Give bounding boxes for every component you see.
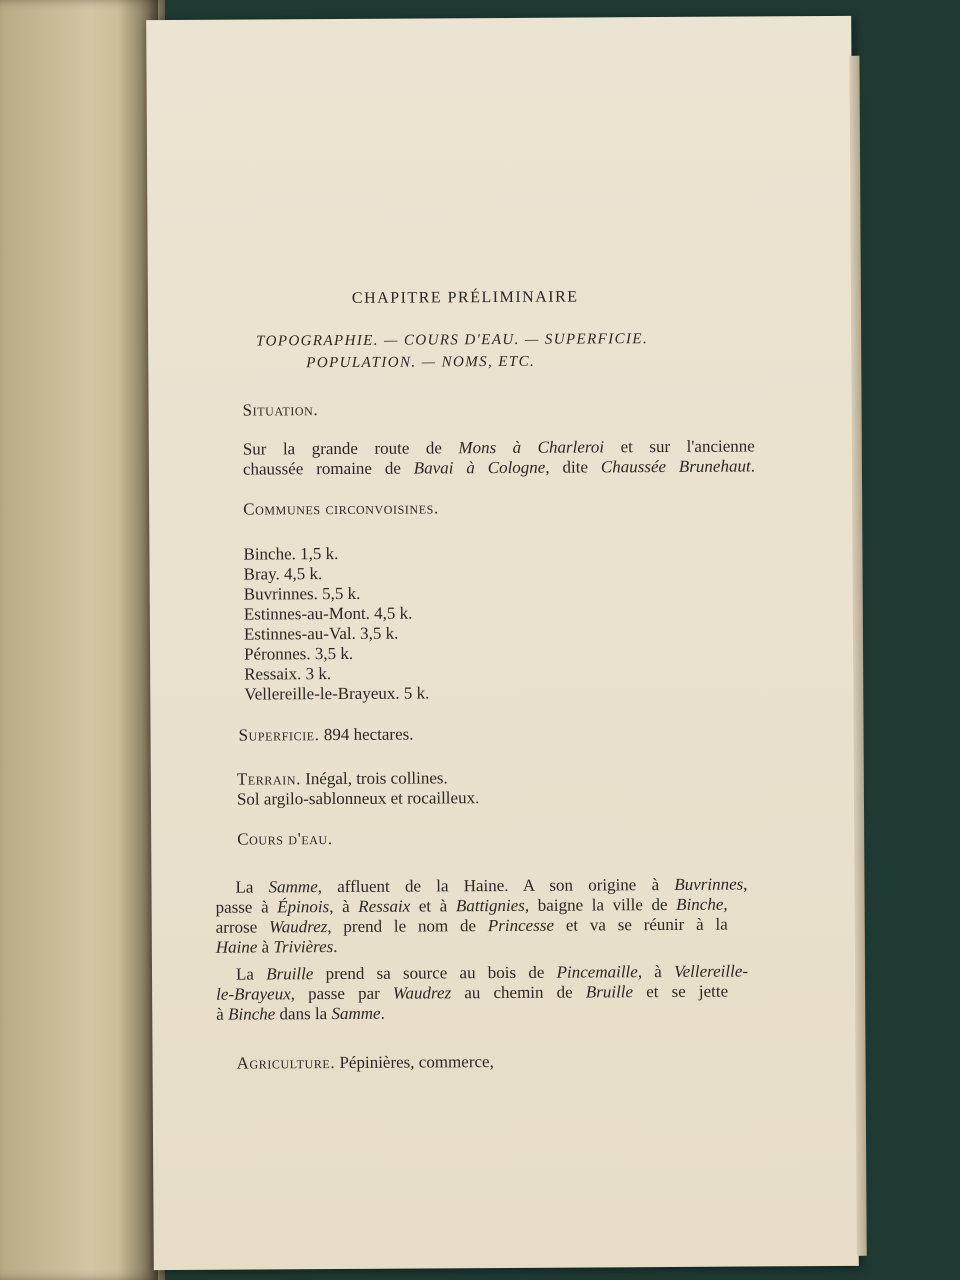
cours-p2-line3: à Binche dans la Samme. [216, 1003, 385, 1024]
cours-p1-line4: Haine à Trivières. [215, 937, 338, 957]
list-item: Estinnes-au-Val. 3,5 k. [243, 623, 399, 644]
terrain-line1: Terrain. Inégal, trois collines. [236, 768, 448, 789]
agriculture-line: Agriculture. Pépinières, commerce, [236, 1052, 494, 1073]
chapter-subtitle-line2: POPULATION. — NOMS, ETC. [306, 353, 536, 372]
list-item: Buvrinnes. 5,5 k. [243, 583, 361, 604]
list-item: Estinnes-au-Mont. 4,5 k. [243, 603, 413, 624]
cours-heading: Cours d'eau. [237, 829, 333, 849]
cours-p2-line1: La Bruille prend sa source au bois de Pincemaille, à Vellereille- [235, 961, 749, 984]
cours-p2-line2: le-Brayeux, passe par Waudrez au chemin de Bruille et se jette [216, 981, 729, 1004]
cours-p1-line3: arrose Waudrez, prend le nom de Princesse et va se réunir à la [215, 914, 728, 937]
list-item: Binche. 1,5 k. [243, 544, 339, 564]
situation-heading: Situation. [242, 400, 319, 420]
list-item: Péronnes. 3,5 k. [244, 643, 354, 664]
superficie-line: Superficie. 894 hectares. [238, 724, 414, 745]
cours-p1-line2: passe à Épinois, à Ressaix et à Battignies, baigne la ville de Binche, [215, 894, 728, 917]
situation-line1: Sur la grande route de Mons à Charleroi et sur l'ancienne [242, 436, 755, 459]
chapter-subtitle-line1: TOPOGRAPHIE. — COURS D'EAU. — SUPERFICIE. [256, 331, 649, 350]
list-item: Vellereille-le-Brayeux. 5 k. [244, 683, 430, 704]
situation-line2: chaussée romaine de Bavai à Cologne, dite Chaussée Brunehaut. [242, 456, 755, 479]
list-item: Bray. 4,5 k. [243, 564, 323, 584]
terrain-line2: Sol argilo-sablonneux et rocailleux. [236, 788, 480, 809]
list-item: Ressaix. 3 k. [244, 664, 332, 684]
page-edge [849, 56, 866, 1256]
right-page [146, 16, 859, 1270]
cours-p1-line1: La Samme, affluent de la Haine. A son origine à Buvrinnes, [235, 874, 748, 897]
chapter-title: CHAPITRE PRÉLIMINAIRE [351, 288, 579, 307]
communes-heading: Communes circonvoisines. [243, 498, 439, 519]
